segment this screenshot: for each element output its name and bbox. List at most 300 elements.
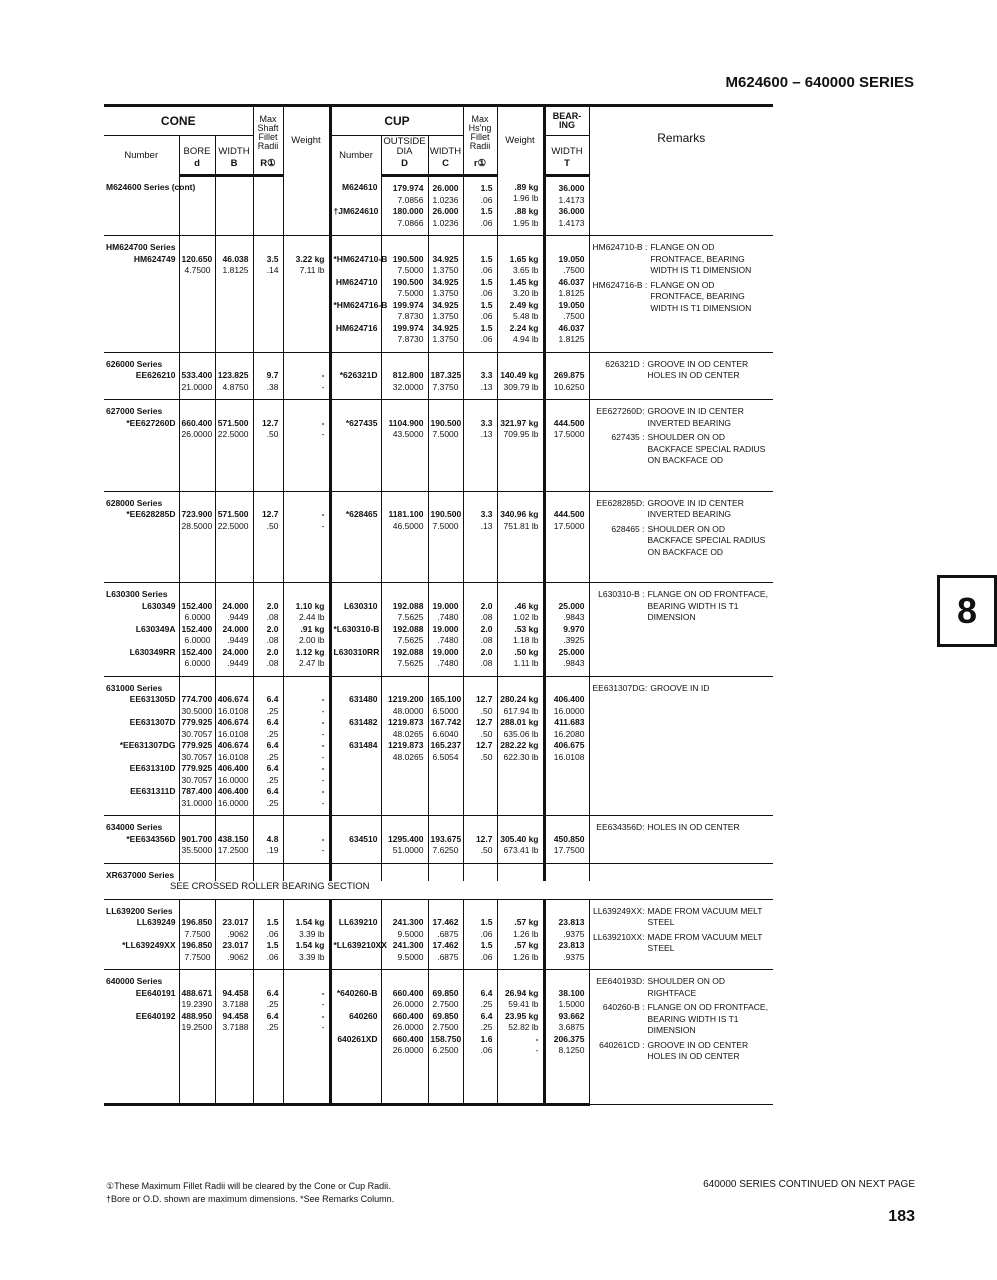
cone-weight-cell	[283, 323, 330, 346]
remarks-header: Remarks	[657, 131, 706, 145]
cup-weight-cell: 26.94 kg 59.41 lb	[497, 988, 544, 1011]
cup-width-cell: 190.500 7.5000	[428, 509, 463, 532]
shaft-fillet-cell: 6.4 .25	[253, 763, 283, 786]
housing-fillet-cell: 3.3 .13	[463, 418, 497, 441]
shaft-fillet-cell: 6.4 .25	[253, 694, 283, 717]
bearing-width-cell	[544, 236, 589, 254]
cup-number-cell	[330, 763, 381, 786]
cone-width-cell	[215, 583, 253, 601]
table-row	[104, 400, 773, 418]
cup-number-cell	[330, 1057, 381, 1105]
remark-item: L630310-B : FLANGE ON OD FRONTFACE, BEARING WIDTH IS T1 DIMENSION	[598, 589, 768, 622]
table-row	[104, 899, 773, 917]
housing-fillet-cell	[463, 816, 497, 834]
outside-dia-cell: 660.400 26.0000	[381, 1034, 428, 1057]
shaft-fillet-cell	[253, 400, 283, 418]
cup-width-cell	[428, 899, 463, 917]
cup-number-cell: 634510	[330, 834, 381, 864]
cone-weight-cell: - -	[283, 370, 330, 400]
table-body	[104, 176, 773, 1105]
cone-number-cell	[104, 277, 179, 300]
cone-width-cell	[215, 676, 253, 694]
cone-number-cell: *EE627260D	[104, 418, 179, 441]
cup-number-cell	[330, 352, 381, 370]
housing-fillet-cell	[463, 491, 497, 509]
cone-number-cell: 626000 Series	[104, 352, 179, 370]
bore-cell: 152.400 6.0000	[179, 601, 215, 624]
outside-dia-cell	[381, 583, 428, 601]
cup-weight-cell: .46 kg 1.02 lb	[497, 601, 544, 624]
cone-weight-cell	[283, 352, 330, 370]
cone-width-cell: 123.825 4.8750	[215, 370, 253, 400]
section-tab[interactable]: 8	[937, 575, 997, 647]
cup-number-cell: HM624710	[330, 277, 381, 300]
cone-width-cell: 571.500 22.5000	[215, 509, 253, 532]
table-row	[104, 236, 773, 254]
housing-fillet-cell	[463, 1057, 497, 1105]
cone-weight-cell: 3.22 kg 7.11 lb	[283, 254, 330, 277]
shaft-fillet-cell: 1.5 .06	[253, 917, 283, 940]
cup-width-cell	[428, 1057, 463, 1105]
cone-width-cell	[215, 441, 253, 492]
cup-number-cell	[330, 899, 381, 917]
cone-weight-cell: .91 kg 2.00 lb	[283, 624, 330, 647]
bore-cell: 152.400 6.0000	[179, 647, 215, 677]
outside-dia-cell	[381, 816, 428, 834]
bearing-width-cell	[544, 583, 589, 601]
cone-weight-cell: 1.54 kg 3.39 lb	[283, 917, 330, 940]
cone-number-cell	[104, 1057, 179, 1105]
cone-number-cell: LL639200 Series	[104, 899, 179, 917]
cup-width-cell: 19.000 .7480	[428, 624, 463, 647]
cup-width-header: WIDTH	[428, 136, 463, 159]
remark-item: 640261CD : GROOVE IN OD CENTER HOLES IN OD CENTER	[599, 1039, 749, 1061]
outside-dia-cell: 199.974 7.8730	[381, 300, 428, 323]
bore-cell: 488.671 19.2390	[179, 988, 215, 1011]
table-row	[104, 816, 773, 834]
housing-fillet-cell: 12.7 .50	[463, 717, 497, 740]
cone-width-cell	[215, 491, 253, 509]
cup-weight-cell: 321.97 kg 709.95 lb	[497, 418, 544, 441]
cone-width-cell	[215, 236, 253, 254]
remark-item: 627435 : SHOULDER ON OD BACKFACE SPECIAL RADIUS ON BACKFACE OD	[611, 432, 766, 465]
footnote: †Bore or O.D. shown are maximum dimensions. *See Remarks Column.	[106, 1194, 395, 1204]
cup-weight-cell	[497, 400, 544, 418]
cup-number-cell	[330, 532, 381, 583]
bore-cell	[179, 352, 215, 370]
cone-weight-cell	[283, 816, 330, 834]
shaft-fillet-cell: 2.0 .08	[253, 601, 283, 624]
cup-width-symbol: C	[428, 158, 463, 176]
bearing-width-cell: 46.037 1.8125	[544, 277, 589, 300]
cup-width-cell: 34.925 1.3750	[428, 300, 463, 323]
table-row	[104, 863, 773, 881]
bearing-width-cell: 23.813 .9375	[544, 940, 589, 970]
cup-weight-cell	[497, 676, 544, 694]
page-number: 183	[888, 1208, 915, 1225]
shaft-fillet-cell: 6.4 .25	[253, 988, 283, 1011]
cone-weight-cell	[283, 300, 330, 323]
cone-weight-cell: 1.10 kg 2.44 lb	[283, 601, 330, 624]
cone-width-cell: 23.017 .9062	[215, 917, 253, 940]
cone-number-cell: *EE628285D	[104, 509, 179, 532]
shaft-fillet-cell	[253, 236, 283, 254]
cup-weight-cell	[497, 352, 544, 370]
cup-number-cell: 640260	[330, 1011, 381, 1034]
bearing-width-cell: 46.037 1.8125	[544, 323, 589, 346]
housing-fillet-cell	[463, 899, 497, 917]
housing-fillet-cell: 2.0 .08	[463, 601, 497, 624]
bore-cell: 774.700 30.5000	[179, 694, 215, 717]
shaft-fillet-cell: 6.4 .25	[253, 717, 283, 740]
cup-weight-cell	[497, 583, 544, 601]
outside-dia-cell	[381, 441, 428, 492]
remark-item: EE628285D: GROOVE IN ID CENTER INVERTED BEARING	[596, 497, 744, 519]
housing-fillet-cell	[463, 583, 497, 601]
housing-fillet-cell: 6.4 .25	[463, 988, 497, 1011]
cone-weight-cell: - -	[283, 509, 330, 532]
bearing-table	[104, 104, 773, 1106]
remark-item: EE640193D: SHOULDER ON OD RIGHTFACE	[596, 976, 725, 998]
cone-weight-cell	[283, 532, 330, 583]
cup-number-cell: *HM624716-B	[330, 300, 381, 323]
cup-weight-cell: 282.22 kg 622.30 lb	[497, 740, 544, 763]
cup-weight-cell: 23.95 kg 52.82 lb	[497, 1011, 544, 1034]
cup-weight-cell	[497, 441, 544, 492]
remark-item: EE631307DG: GROOVE IN ID	[592, 682, 710, 693]
cone-number-cell: M624600 Series (cont)	[104, 176, 179, 207]
cone-weight-cell	[283, 400, 330, 418]
cup-weight-cell	[497, 970, 544, 988]
cone-weight-cell	[283, 236, 330, 254]
cone-weight-cell: - -	[283, 834, 330, 864]
cone-number-cell: HM624700 Series	[104, 236, 179, 254]
bore-cell	[179, 816, 215, 834]
cone-number-cell: L630349A	[104, 624, 179, 647]
cone-number-cell	[104, 532, 179, 583]
cone-width-cell: 24.000 .9449	[215, 624, 253, 647]
cup-width-cell: 34.925 1.3750	[428, 254, 463, 277]
cup-weight-cell: 140.49 kg 309.79 lb	[497, 370, 544, 400]
cup-width-cell: 69.850 2.7500	[428, 988, 463, 1011]
shaft-fillet-cell: 6.4 .25	[253, 1011, 283, 1034]
housing-fillet-cell	[463, 352, 497, 370]
housing-fillet-cell	[463, 676, 497, 694]
cup-number-header: Number	[330, 136, 381, 176]
cup-number-cell: L630310RR	[330, 647, 381, 677]
housing-fillet-cell: 1.5 .06	[463, 940, 497, 970]
shaft-fillet-cell: 12.7 .50	[253, 418, 283, 441]
shaft-fillet-symbol: R①	[253, 158, 283, 176]
outside-dia-cell: 1219.873 48.0265	[381, 717, 428, 740]
outside-dia-cell	[381, 676, 428, 694]
cup-width-cell	[428, 970, 463, 988]
bore-cell	[179, 400, 215, 418]
bore-cell: 196.850 7.7500	[179, 940, 215, 970]
outside-dia-cell	[381, 400, 428, 418]
cone-number-cell: EE631310D	[104, 763, 179, 786]
shaft-fillet-header: Max Shaft Fillet Radii	[253, 106, 283, 159]
cup-width-cell	[428, 441, 463, 492]
bore-cell	[179, 277, 215, 300]
housing-fillet-cell	[463, 236, 497, 254]
cone-weight-header: Weight	[283, 106, 330, 176]
cup-width-cell	[428, 352, 463, 370]
cone-number-cell: 628000 Series	[104, 491, 179, 509]
cone-width-cell	[215, 899, 253, 917]
bore-cell: 152.400 6.0000	[179, 624, 215, 647]
bearing-width-cell: 23.813 .9375	[544, 917, 589, 940]
cone-number-cell: EE626210	[104, 370, 179, 400]
housing-fillet-cell	[463, 441, 497, 492]
bore-cell: 779.925 30.7057	[179, 763, 215, 786]
bearing-width-symbol: T	[544, 158, 589, 176]
outside-dia-cell: 199.974 7.8730	[381, 323, 428, 346]
outside-dia-cell: 190.500 7.5000	[381, 254, 428, 277]
cone-weight-cell	[283, 676, 330, 694]
cup-number-cell: *HM624710-B	[330, 254, 381, 277]
cup-weight-cell	[497, 863, 544, 881]
cone-weight-cell	[283, 441, 330, 492]
cone-weight-cell	[283, 491, 330, 509]
outside-dia-cell: 192.088 7.5625	[381, 647, 428, 677]
outside-dia-header: OUTSIDE DIA	[381, 136, 428, 159]
shaft-fillet-cell: 4.8 .19	[253, 834, 283, 864]
outside-dia-cell: 1219.873 48.0265	[381, 740, 428, 763]
cone-number-cell: HM624749	[104, 254, 179, 277]
outside-dia-cell: 192.088 7.5625	[381, 601, 428, 624]
cup-width-cell	[428, 400, 463, 418]
cup-weight-cell	[497, 491, 544, 509]
shaft-fillet-cell	[253, 863, 283, 881]
bearing-width-cell	[544, 970, 589, 988]
bearing-width-cell: 406.400 16.0000	[544, 694, 589, 717]
cone-width-cell: 571.500 22.5000	[215, 418, 253, 441]
cup-width-cell: 19.000 .7480	[428, 601, 463, 624]
shaft-fillet-cell	[253, 491, 283, 509]
cone-weight-cell: - -	[283, 988, 330, 1011]
bearing-header: BEAR- ING	[544, 106, 589, 136]
cone-width-cell	[215, 352, 253, 370]
remark-item: LL639210XX: MADE FROM VACUUM MELT STEEL	[592, 931, 763, 953]
cup-number-cell: *LL639210XX	[330, 940, 381, 970]
outside-dia-cell	[381, 899, 428, 917]
remarks-cell	[589, 176, 773, 236]
cup-number-cell: 631480	[330, 694, 381, 717]
cup-width-cell: 19.000 .7480	[428, 647, 463, 677]
remarks-cell	[589, 491, 773, 583]
cone-width-symbol: B	[215, 158, 253, 176]
housing-fillet-cell: 12.7 .50	[463, 694, 497, 717]
outside-dia-cell: 660.400 26.0000	[381, 1011, 428, 1034]
cone-width-cell: 406.400 16.0000	[215, 786, 253, 816]
bore-cell	[179, 970, 215, 988]
bearing-width-cell	[544, 863, 589, 881]
cone-width-cell: 406.674 16.0108	[215, 740, 253, 763]
bearing-width-cell: 450.850 17.7500	[544, 834, 589, 864]
cone-number-cell	[104, 441, 179, 492]
shaft-fillet-cell: 6.4 .25	[253, 786, 283, 816]
cone-width-cell	[215, 206, 253, 236]
page-title: M624600 – 640000 SERIES	[725, 74, 914, 91]
cup-number-cell: 631484	[330, 740, 381, 763]
outside-dia-cell: 190.500 7.5000	[381, 277, 428, 300]
cone-number-cell: EE631311D	[104, 786, 179, 816]
bore-cell	[179, 491, 215, 509]
bore-cell	[179, 441, 215, 492]
cup-number-cell: L630310	[330, 601, 381, 624]
cup-number-cell: *626321D	[330, 370, 381, 400]
shaft-fillet-cell: 6.4 .25	[253, 740, 283, 763]
outside-dia-cell	[381, 763, 428, 786]
cone-width-cell: 438.150 17.2500	[215, 834, 253, 864]
housing-fillet-cell	[463, 786, 497, 816]
cone-width-cell: 46.038 1.8125	[215, 254, 253, 277]
cup-weight-cell	[497, 786, 544, 816]
bearing-width-cell: 36.000 1.4173	[544, 176, 589, 207]
outside-dia-cell	[381, 236, 428, 254]
cup-width-cell	[428, 863, 463, 881]
shaft-fillet-cell	[253, 816, 283, 834]
cup-width-cell: 187.325 7.3750	[428, 370, 463, 400]
housing-fillet-cell: 1.5 .06	[463, 323, 497, 346]
cup-weight-cell: .57 kg 1.26 lb	[497, 917, 544, 940]
bearing-width-cell: 19.050 .7500	[544, 300, 589, 323]
cone-width-cell: 24.000 .9449	[215, 647, 253, 677]
outside-dia-cell	[381, 1057, 428, 1105]
cup-width-cell: 193.675 7.6250	[428, 834, 463, 864]
outside-dia-cell: 180.000 7.0866	[381, 206, 428, 236]
cone-number-cell: XR637000 Series	[104, 863, 179, 881]
cup-weight-cell: 1.65 kg 3.65 lb	[497, 254, 544, 277]
cone-width-cell	[215, 277, 253, 300]
shaft-fillet-cell: 2.0 .08	[253, 647, 283, 677]
cup-width-cell: 17.462 .6875	[428, 940, 463, 970]
bore-cell	[179, 583, 215, 601]
cone-width-cell	[215, 970, 253, 988]
cup-width-cell: 167.742 6.6040	[428, 717, 463, 740]
cone-width-cell: 94.458 3.7188	[215, 1011, 253, 1034]
cup-width-cell	[428, 491, 463, 509]
cone-number-cell: *EE631307DG	[104, 740, 179, 763]
bearing-table-wrap	[104, 104, 773, 1106]
cup-width-cell: 17.462 .6875	[428, 917, 463, 940]
cup-width-cell: 165.237 6.5054	[428, 740, 463, 763]
cup-weight-cell: .88 kg 1.95 lb	[497, 206, 544, 236]
outside-dia-cell	[381, 532, 428, 583]
cup-weight-cell	[497, 899, 544, 917]
outside-dia-cell: 179.974 7.0856	[381, 176, 428, 207]
cup-number-cell	[330, 863, 381, 881]
bore-cell: 723.900 28.5000	[179, 509, 215, 532]
footnotes	[106, 1180, 394, 1206]
cup-number-cell: LL639210	[330, 917, 381, 940]
cup-weight-cell: .53 kg 1.18 lb	[497, 624, 544, 647]
cone-weight-cell	[283, 583, 330, 601]
outside-dia-cell: 1104.900 43.5000	[381, 418, 428, 441]
cup-weight-cell: 1.45 kg 3.20 lb	[497, 277, 544, 300]
bore-cell: 779.925 30.7057	[179, 740, 215, 763]
cone-width-cell: 23.017 .9062	[215, 940, 253, 970]
cup-weight-cell: 2.24 kg 4.94 lb	[497, 323, 544, 346]
cup-width-cell: 34.925 1.3750	[428, 323, 463, 346]
cone-number-cell: L630349	[104, 601, 179, 624]
outside-dia-cell: 660.400 26.0000	[381, 988, 428, 1011]
remarks-cell	[589, 970, 773, 1105]
shaft-fillet-cell	[253, 323, 283, 346]
bearing-width-cell: 444.500 17.5000	[544, 418, 589, 441]
cone-number-cell	[104, 323, 179, 346]
cup-number-cell: HM624716	[330, 323, 381, 346]
bearing-width-cell: 38.100 1.5000	[544, 988, 589, 1011]
table-row	[104, 676, 773, 694]
cup-number-cell	[330, 441, 381, 492]
cup-number-cell: *L630310-B	[330, 624, 381, 647]
outside-dia-cell: 241.300 9.5000	[381, 917, 428, 940]
cone-number-cell	[104, 1034, 179, 1057]
cup-header: CUP	[384, 114, 410, 128]
bearing-width-cell	[544, 352, 589, 370]
cone-width-cell	[215, 1057, 253, 1105]
continued-note: 640000 SERIES CONTINUED ON NEXT PAGE	[703, 1179, 915, 1190]
cone-weight-cell: - -	[283, 418, 330, 441]
remark-item: HM624710-B : FLANGE ON OD FRONTFACE, BEARING WIDTH IS T1 DIMENSION	[592, 242, 752, 275]
housing-fillet-cell: 2.0 .08	[463, 647, 497, 677]
remark-item: LL639249XX: MADE FROM VACUUM MELT STEEL	[592, 905, 763, 927]
cup-number-cell	[330, 583, 381, 601]
cup-number-cell	[330, 816, 381, 834]
bearing-width-cell: 406.675 16.0108	[544, 740, 589, 763]
cone-number-cell	[104, 206, 179, 236]
outside-dia-cell	[381, 863, 428, 881]
cone-number-cell: 627000 Series	[104, 400, 179, 418]
cone-width-cell: 406.674 16.0108	[215, 717, 253, 740]
bearing-width-cell	[544, 491, 589, 509]
cone-number-header: Number	[104, 136, 179, 176]
bearing-width-cell	[544, 763, 589, 786]
cup-number-cell: 631482	[330, 717, 381, 740]
cone-weight-cell: - -	[283, 763, 330, 786]
housing-fillet-cell	[463, 400, 497, 418]
remarks-cell	[589, 676, 773, 816]
cone-weight-cell	[283, 899, 330, 917]
cone-width-cell	[215, 863, 253, 881]
see-section-note: SEE CROSSED ROLLER BEARING SECTION	[104, 881, 589, 899]
cone-number-cell: 634000 Series	[104, 816, 179, 834]
housing-fillet-cell: 12.7 .50	[463, 834, 497, 864]
cup-width-cell	[428, 816, 463, 834]
cup-number-cell: M624610	[330, 176, 381, 207]
cup-width-cell: 190.500 7.5000	[428, 418, 463, 441]
housing-fillet-cell: 1.5 .06	[463, 917, 497, 940]
housing-fillet-cell: 1.5 .06	[463, 176, 497, 207]
remark-item: HM624716-B : FLANGE ON OD FRONTFACE, BEARING WIDTH IS T1 DIMENSION	[592, 279, 752, 313]
bearing-width-cell: 269.875 10.6250	[544, 370, 589, 400]
cup-weight-cell: .57 kg 1.26 lb	[497, 940, 544, 970]
bore-cell: 787.400 31.0000	[179, 786, 215, 816]
cone-weight-cell: - -	[283, 786, 330, 816]
cone-width-cell	[215, 532, 253, 583]
shaft-fillet-cell	[253, 277, 283, 300]
cone-number-cell: L630300 Series	[104, 583, 179, 601]
housing-fillet-cell: 1.6 .06	[463, 1034, 497, 1057]
remark-item: EE627260D: GROOVE IN ID CENTER INVERTED BEARING	[596, 406, 744, 428]
housing-fillet-header: Max Hs'ng Fillet Radii	[463, 106, 497, 159]
bearing-width-cell: 19.050 .7500	[544, 254, 589, 277]
cone-number-cell: *LL639249XX	[104, 940, 179, 970]
shaft-fillet-cell: 3.5 .14	[253, 254, 283, 277]
cup-width-cell: 34.925 1.3750	[428, 277, 463, 300]
